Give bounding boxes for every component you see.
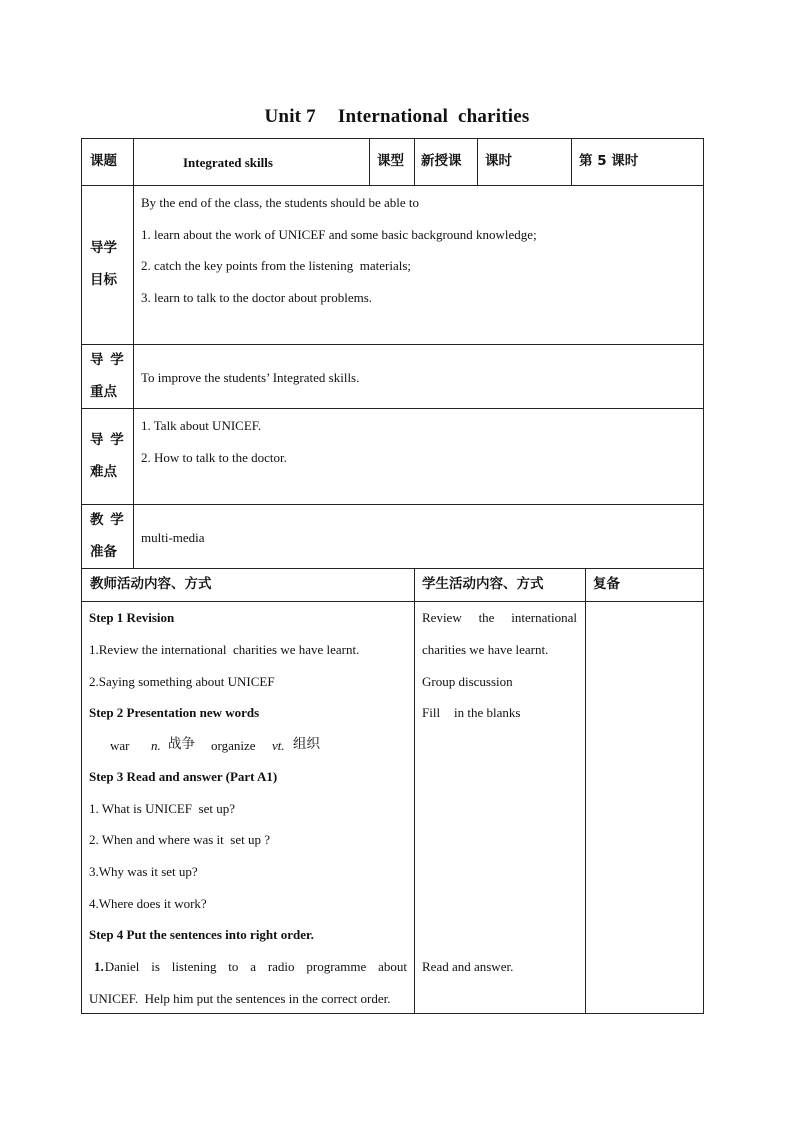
- difficulty-line: 2. How to talk to the doctor.: [141, 450, 287, 465]
- objectives-label-2: 目标: [90, 272, 117, 288]
- objective-line: 1. learn about the work of UNICEF and some basic background knowledge;: [141, 227, 537, 242]
- row-divider: [81, 504, 704, 505]
- student-line-2: charities we have learnt.: [422, 642, 549, 657]
- vocab-meaning: 战争: [168, 736, 195, 752]
- row-divider: [81, 408, 704, 409]
- student-line-5: Read and answer.: [422, 959, 514, 974]
- vocab-pos: vt.: [272, 738, 285, 753]
- vocab-word: war: [110, 738, 130, 753]
- question: 3.Why was it set up?: [89, 864, 198, 879]
- row-divider: [81, 185, 704, 186]
- student-word: international: [511, 610, 577, 625]
- document-title: [0, 106, 794, 128]
- label-type: 课型: [377, 153, 404, 169]
- objective-line: 2. catch the key points from the listening materials;: [141, 258, 412, 273]
- col-divider: [369, 138, 370, 185]
- course-name: Integrated skills: [183, 155, 273, 170]
- question: 2. When and where was it set up ?: [89, 832, 270, 847]
- step-1-line-1: 1.Review the international charities we have learnt.: [89, 642, 360, 657]
- unit-number: Unit 7: [264, 106, 316, 127]
- instruction-word: Daniel: [104, 959, 140, 974]
- difficulty-line: 1. Talk about UNICEF.: [141, 418, 262, 433]
- step-4-item-number: 1.: [94, 959, 104, 974]
- col-divider: [414, 568, 415, 1014]
- col-divider: [133, 138, 134, 568]
- row-divider: [81, 344, 704, 345]
- instruction-word: listening: [171, 959, 217, 974]
- objective-line: 3. learn to talk to the doctor about problems.: [141, 290, 373, 305]
- row-divider: [81, 601, 704, 602]
- preparation-label-2: 准备: [90, 544, 117, 560]
- step-2-heading: Step 2 Presentation new words: [89, 705, 260, 720]
- step-4-instruction-line-1: [94, 960, 407, 973]
- preparation-label-1: 教 学: [90, 512, 125, 528]
- step-4-heading: Step 4 Put the sentences into right order.: [89, 927, 314, 942]
- difficulties-label-2: 难点: [90, 464, 117, 480]
- vocab-word: organize: [211, 738, 256, 753]
- student-line-1: [422, 611, 577, 624]
- vocab-meaning: 组织: [293, 736, 320, 752]
- teacher-activity-header: 教师活动内容、方式: [90, 576, 212, 592]
- student-line-4a: Fill: [422, 705, 441, 720]
- lesson-type: 新授课: [421, 153, 462, 169]
- student-word: Review: [422, 610, 462, 625]
- student-activity-header: 学生活动内容、方式: [422, 576, 544, 592]
- key-points-label-1: 导 学: [90, 352, 125, 368]
- objectives-label-1: 导学: [90, 240, 117, 256]
- row-divider: [81, 568, 704, 569]
- step-1-line-2: 2.Saying something about UNICEF: [89, 674, 275, 689]
- key-points-text: To improve the students’ Integrated skills.: [141, 370, 360, 385]
- key-points-label-2: 重点: [90, 384, 117, 400]
- instruction-word: is: [151, 959, 160, 974]
- step-4-instruction-line-2: UNICEF. Help him put the sentences in the correct order.: [89, 991, 391, 1006]
- col-divider: [477, 138, 478, 185]
- step-3-heading: Step 3 Read and answer (Part A1): [89, 769, 278, 784]
- student-line-4b: in the blanks: [454, 705, 521, 720]
- objective-line: By the end of the class, the students should be able to: [141, 195, 420, 210]
- question: 4.Where does it work?: [89, 896, 207, 911]
- col-divider: [585, 568, 586, 1014]
- preparation-text: multi-media: [141, 530, 205, 545]
- unit-topic: International charities: [337, 106, 530, 127]
- instruction-word: a: [250, 959, 257, 974]
- lesson-period: 第 5 课时: [579, 153, 639, 169]
- instruction-word: programme: [306, 959, 367, 974]
- col-divider: [414, 138, 415, 185]
- student-word: the: [478, 610, 495, 625]
- review-header: 复备: [593, 576, 620, 592]
- col-divider: [571, 138, 572, 185]
- instruction-word: about: [378, 959, 407, 974]
- student-line-3: Group discussion: [422, 674, 513, 689]
- question: 1. What is UNICEF set up?: [89, 801, 235, 816]
- instruction-word: to: [228, 959, 239, 974]
- label-course: 课题: [90, 153, 117, 169]
- label-period: 课时: [485, 153, 512, 169]
- vocab-pos: n.: [151, 738, 161, 753]
- instruction-word: radio: [267, 959, 295, 974]
- step-1-heading: Step 1 Revision: [89, 610, 175, 625]
- difficulties-label-1: 导 学: [90, 432, 125, 448]
